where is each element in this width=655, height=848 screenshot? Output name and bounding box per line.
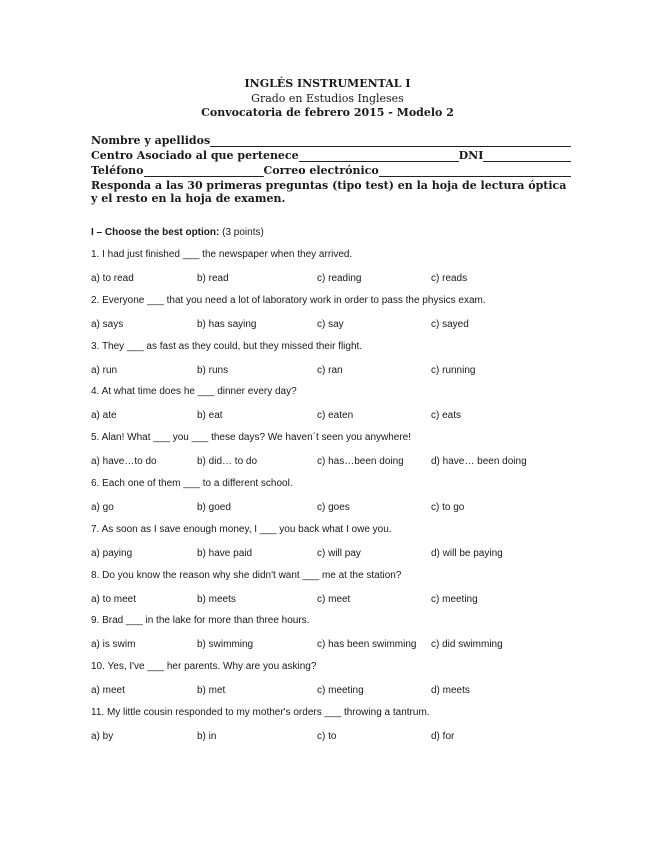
answer-option[interactable]: a) run — [91, 364, 118, 376]
answer-options — [91, 548, 571, 562]
answer-options — [91, 502, 571, 516]
answer-option[interactable]: d) have… been doing — [431, 456, 527, 468]
answer-option[interactable]: c) eaten — [317, 410, 354, 422]
answer-option[interactable]: c) meeting — [317, 685, 364, 697]
question-text: 5. Alan! What ___ you ___ these days? We haven´t seen you anywhere! — [91, 432, 412, 444]
question-text: 11. My little cousin responded to my mother's orders ___ throwing a tantrum. — [91, 707, 430, 718]
answer-option[interactable]: d) for — [431, 731, 455, 742]
contact-row — [91, 162, 571, 177]
phone-label: Teléfono — [91, 164, 144, 177]
answer-option[interactable]: c) reads — [431, 273, 468, 284]
degree-name: Grado en Estudios Ingleses — [251, 92, 404, 105]
answer-option[interactable]: c) sayed — [431, 318, 469, 330]
answer-option[interactable]: a) have…to do — [91, 456, 157, 468]
name-row — [91, 132, 571, 147]
answer-option[interactable]: c) goes — [317, 502, 350, 513]
answer-option[interactable]: c) ran — [317, 364, 343, 376]
answer-option[interactable]: b) eat — [197, 410, 223, 422]
answer-option[interactable]: c) meet — [317, 593, 351, 605]
answer-option[interactable]: b) have paid — [197, 547, 253, 559]
answer-option[interactable]: b) goed — [197, 502, 231, 513]
answer-option[interactable]: b) has saying — [197, 318, 257, 330]
answer-options — [91, 685, 571, 699]
answer-option[interactable]: c) did swimming — [431, 639, 503, 651]
answer-option[interactable]: c) eats — [431, 410, 462, 422]
section-heading — [91, 227, 264, 238]
answer-option[interactable]: a) by — [91, 731, 114, 742]
dni-blank[interactable] — [483, 150, 571, 162]
answer-options — [91, 594, 571, 608]
answer-option[interactable]: c) meeting — [431, 593, 478, 605]
exam-title: INGLÉS INSTRUMENTAL I — [244, 77, 411, 90]
question-text: 4. At what time does he ___ dinner every day? — [91, 386, 297, 398]
answer-options — [91, 319, 571, 333]
answer-option[interactable]: c) will pay — [317, 547, 361, 559]
name-label: Nombre y apellidos — [91, 134, 211, 147]
answer-option[interactable]: b) meets — [197, 593, 236, 605]
answer-option[interactable]: a) paying — [91, 547, 133, 559]
answer-option[interactable]: d) meets — [431, 685, 470, 697]
answer-option[interactable]: a) to meet — [91, 593, 137, 605]
email-blank[interactable] — [379, 165, 571, 177]
center-row — [91, 147, 571, 162]
answer-options — [91, 410, 571, 424]
answer-option[interactable]: c) running — [431, 364, 476, 376]
answer-option[interactable]: c) has…been doing — [317, 456, 404, 468]
answer-option[interactable]: b) met — [197, 685, 226, 697]
answer-option[interactable]: a) says — [91, 318, 124, 330]
answer-option[interactable]: c) reading — [317, 273, 362, 284]
answer-option[interactable]: a) ate — [91, 410, 117, 422]
name-blank[interactable] — [210, 135, 571, 147]
exam-session: Convocatoria de febrero 2015 - Modelo 2 — [201, 106, 454, 119]
exam-header — [0, 76, 655, 120]
answer-options — [91, 273, 571, 287]
question-text: 1. I had just finished ___ the newspaper when they arrived. — [91, 249, 353, 260]
section-points: (3 points) — [222, 227, 264, 238]
email-label: Correo electrónico — [263, 164, 379, 177]
answer-option[interactable]: b) read — [197, 273, 229, 284]
center-label: Centro Asociado al que pertenece — [91, 149, 299, 162]
answer-option[interactable]: b) swimming — [197, 639, 254, 651]
answer-options — [91, 365, 571, 379]
question-text: 8. Do you know the reason why she didn't want ___ me at the station? — [91, 569, 402, 581]
answer-option[interactable]: b) in — [197, 731, 217, 742]
answer-options — [91, 731, 571, 745]
question-text: 7. As soon as I save enough money, I ___ you back what I owe you. — [91, 523, 392, 535]
answer-options — [91, 456, 571, 470]
answer-option[interactable]: d) will be paying — [431, 547, 503, 559]
answer-option[interactable]: a) is swim — [91, 639, 136, 651]
question-text: 6. Each one of them ___ to a different school. — [91, 478, 293, 489]
question-text: 2. Everyone ___ that you need a lot of laboratory work in order to pass the physics exam. — [91, 294, 486, 306]
dni-label: DNI — [458, 149, 484, 162]
student-fields — [91, 132, 571, 205]
answer-option[interactable]: a) go — [91, 502, 114, 513]
question-text: 10. Yes, I've ___ her parents. Why are you asking? — [91, 661, 317, 673]
instructions: Responda a las 30 primeras preguntas (tipo test) en la hoja de lectura óptica y el resto en la hoja de examen. — [91, 179, 567, 205]
answer-option[interactable]: b) runs — [197, 364, 229, 376]
answer-option[interactable]: c) to — [317, 731, 337, 742]
question-text: 3. They ___ as fast as they could, but they missed their flight. — [91, 340, 363, 352]
center-blank[interactable] — [299, 150, 459, 162]
section-title: I – Choose the best option: — [91, 227, 220, 238]
answer-option[interactable]: c) has been swimming — [317, 639, 417, 651]
answer-option[interactable]: a) meet — [91, 685, 125, 697]
answer-option[interactable]: c) say — [317, 318, 344, 330]
answer-option[interactable]: c) to go — [431, 502, 465, 513]
phone-blank[interactable] — [144, 165, 264, 177]
answer-options — [91, 639, 571, 653]
answer-option[interactable]: b) did… to do — [197, 456, 258, 468]
question-text: 9. Brad ___ in the lake for more than three hours. — [91, 615, 310, 627]
answer-option[interactable]: a) to read — [91, 273, 134, 284]
